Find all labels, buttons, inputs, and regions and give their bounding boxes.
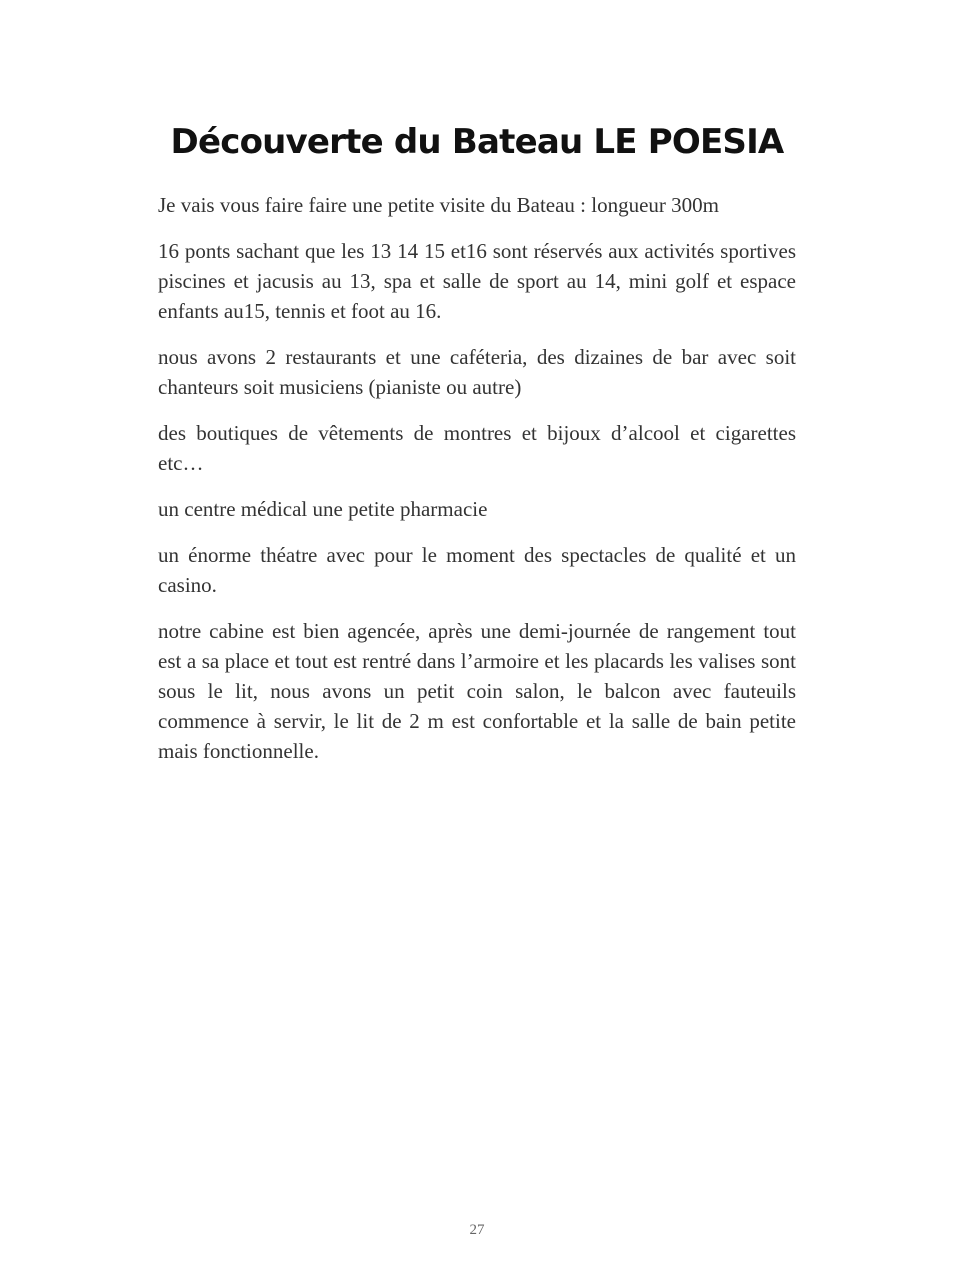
paragraph-theatre: un énorme théatre avec pour le moment des spectacles de qualité et un casino.	[158, 543, 796, 597]
paragraph-medical: un centre médical une petite pharmacie	[158, 497, 488, 521]
page-title: Découverte du Bateau LE POESIA	[170, 122, 784, 162]
page-number: 27	[469, 1222, 485, 1238]
paragraph-restaurants: nous avons 2 restaurants et une caféteria, des dizaines de bar avec soit chanteurs soit musiciens (pianiste ou autre)	[158, 345, 796, 399]
body-text	[158, 190, 796, 782]
paragraph-shops: des boutiques de vêtements de montres et bijoux d’alcool et cigarettes etc…	[158, 421, 796, 475]
paragraph-cabin: notre cabine est bien agencée, après une demi-journée de rangement tout est a sa place et tout est rentré dans l’armoire et les placards les valises sont sous le lit, nous avons un petit coin salon, le balcon avec fauteuils commence à servir, le lit de 2 m est confortable et la salle de bain petite mais fonctionnelle.	[158, 619, 796, 763]
paragraph-visit-intro: Je vais vous faire faire une petite visite du Bateau : longueur 300m	[158, 193, 720, 217]
paragraph-decks: 16 ponts sachant que les 13 14 15 et16 sont réservés aux activités sportives piscines et jacusis au 13, spa et salle de sport au 14, mini golf et espace enfants au15, tennis et foot au 16.	[158, 239, 796, 323]
